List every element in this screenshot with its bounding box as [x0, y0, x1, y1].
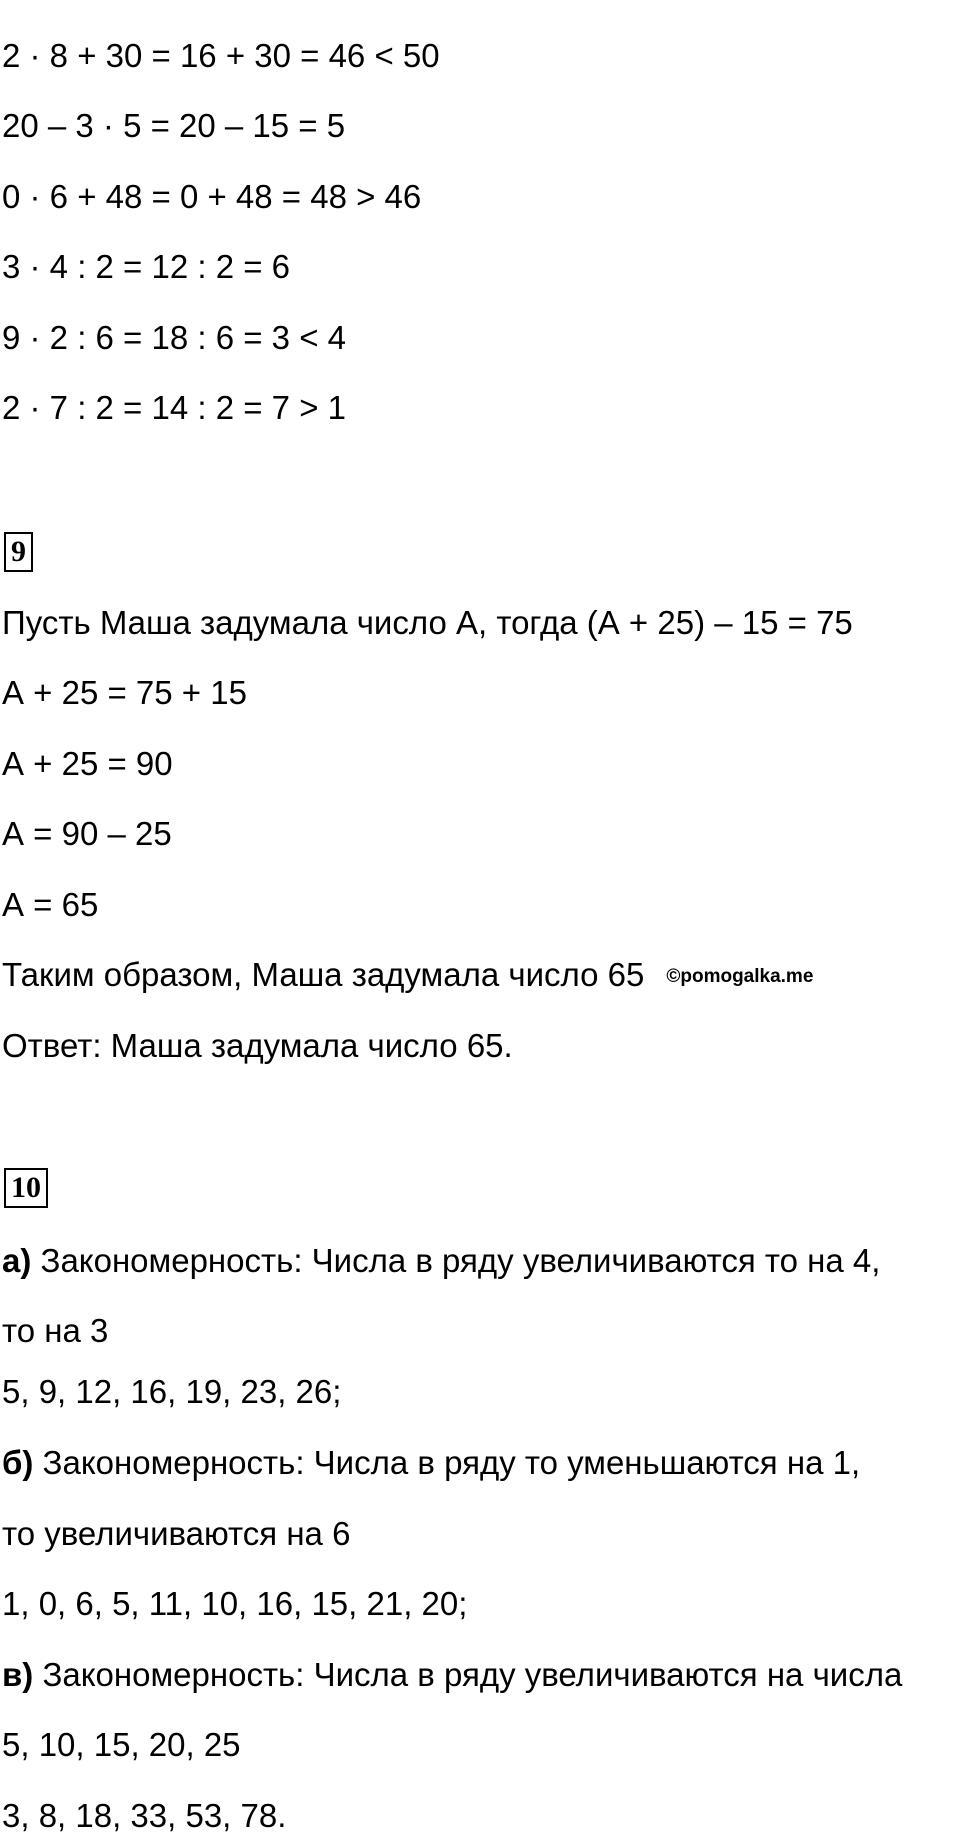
equation-line: 2 · 7 : 2 = 14 : 2 = 7 > 1	[2, 389, 346, 426]
task-number-9: 9	[4, 532, 33, 572]
part-b-line	[2, 1443, 860, 1483]
part-c-line	[2, 1655, 902, 1695]
equation-line: 20 – 3 · 5 = 20 – 15 = 5	[2, 107, 346, 144]
text-line: то на 3	[2, 1312, 109, 1349]
part-c-text: Закономерность: Числа в ряду увеличиваются на числа	[33, 1656, 903, 1693]
text-line: то увеличиваются на 6	[2, 1515, 351, 1552]
equation-line: 3 · 4 : 2 = 12 : 2 = 6	[2, 248, 291, 285]
equation-line: 0 · 6 + 48 = 0 + 48 = 48 > 46	[2, 178, 422, 215]
answer-line: Ответ: Маша задумала число 65.	[2, 1027, 513, 1064]
text-line: 5, 10, 15, 20, 25	[2, 1726, 241, 1763]
text-line: Пусть Маша задумала число А, тогда (А + 25) – 15 = 75	[2, 604, 853, 641]
part-b-label: б)	[2, 1444, 34, 1481]
part-a-text: Закономерность: Числа в ряду увеличиваются то на 4,	[31, 1242, 881, 1279]
conclusion-line	[2, 955, 813, 997]
equation-line: А = 65	[2, 886, 99, 923]
conclusion-text: Таким образом, Маша задумала число 65	[2, 956, 645, 993]
part-a-label: а)	[2, 1242, 32, 1279]
watermark: ©pomogalka.me	[666, 966, 814, 988]
equation-line: 9 · 2 : 6 = 18 : 6 = 3 < 4	[2, 319, 346, 356]
equation-line: А = 90 – 25	[2, 815, 172, 852]
task-number-10: 10	[4, 1168, 48, 1208]
part-b-text: Закономерность: Числа в ряду то уменьшаются на 1,	[33, 1444, 861, 1481]
equation-line: 2 · 8 + 30 = 16 + 30 = 46 < 50	[2, 37, 440, 74]
equation-line: А + 25 = 90	[2, 745, 173, 782]
equation-line: А + 25 = 75 + 15	[2, 674, 247, 711]
part-c-label: в)	[2, 1656, 34, 1693]
series-line: 5, 9, 12, 16, 19, 23, 26;	[2, 1373, 342, 1410]
series-line: 1, 0, 6, 5, 11, 10, 16, 15, 21, 20;	[2, 1585, 468, 1622]
part-a-line	[2, 1241, 880, 1281]
series-line: 3, 8, 18, 33, 53, 78.	[2, 1797, 287, 1834]
